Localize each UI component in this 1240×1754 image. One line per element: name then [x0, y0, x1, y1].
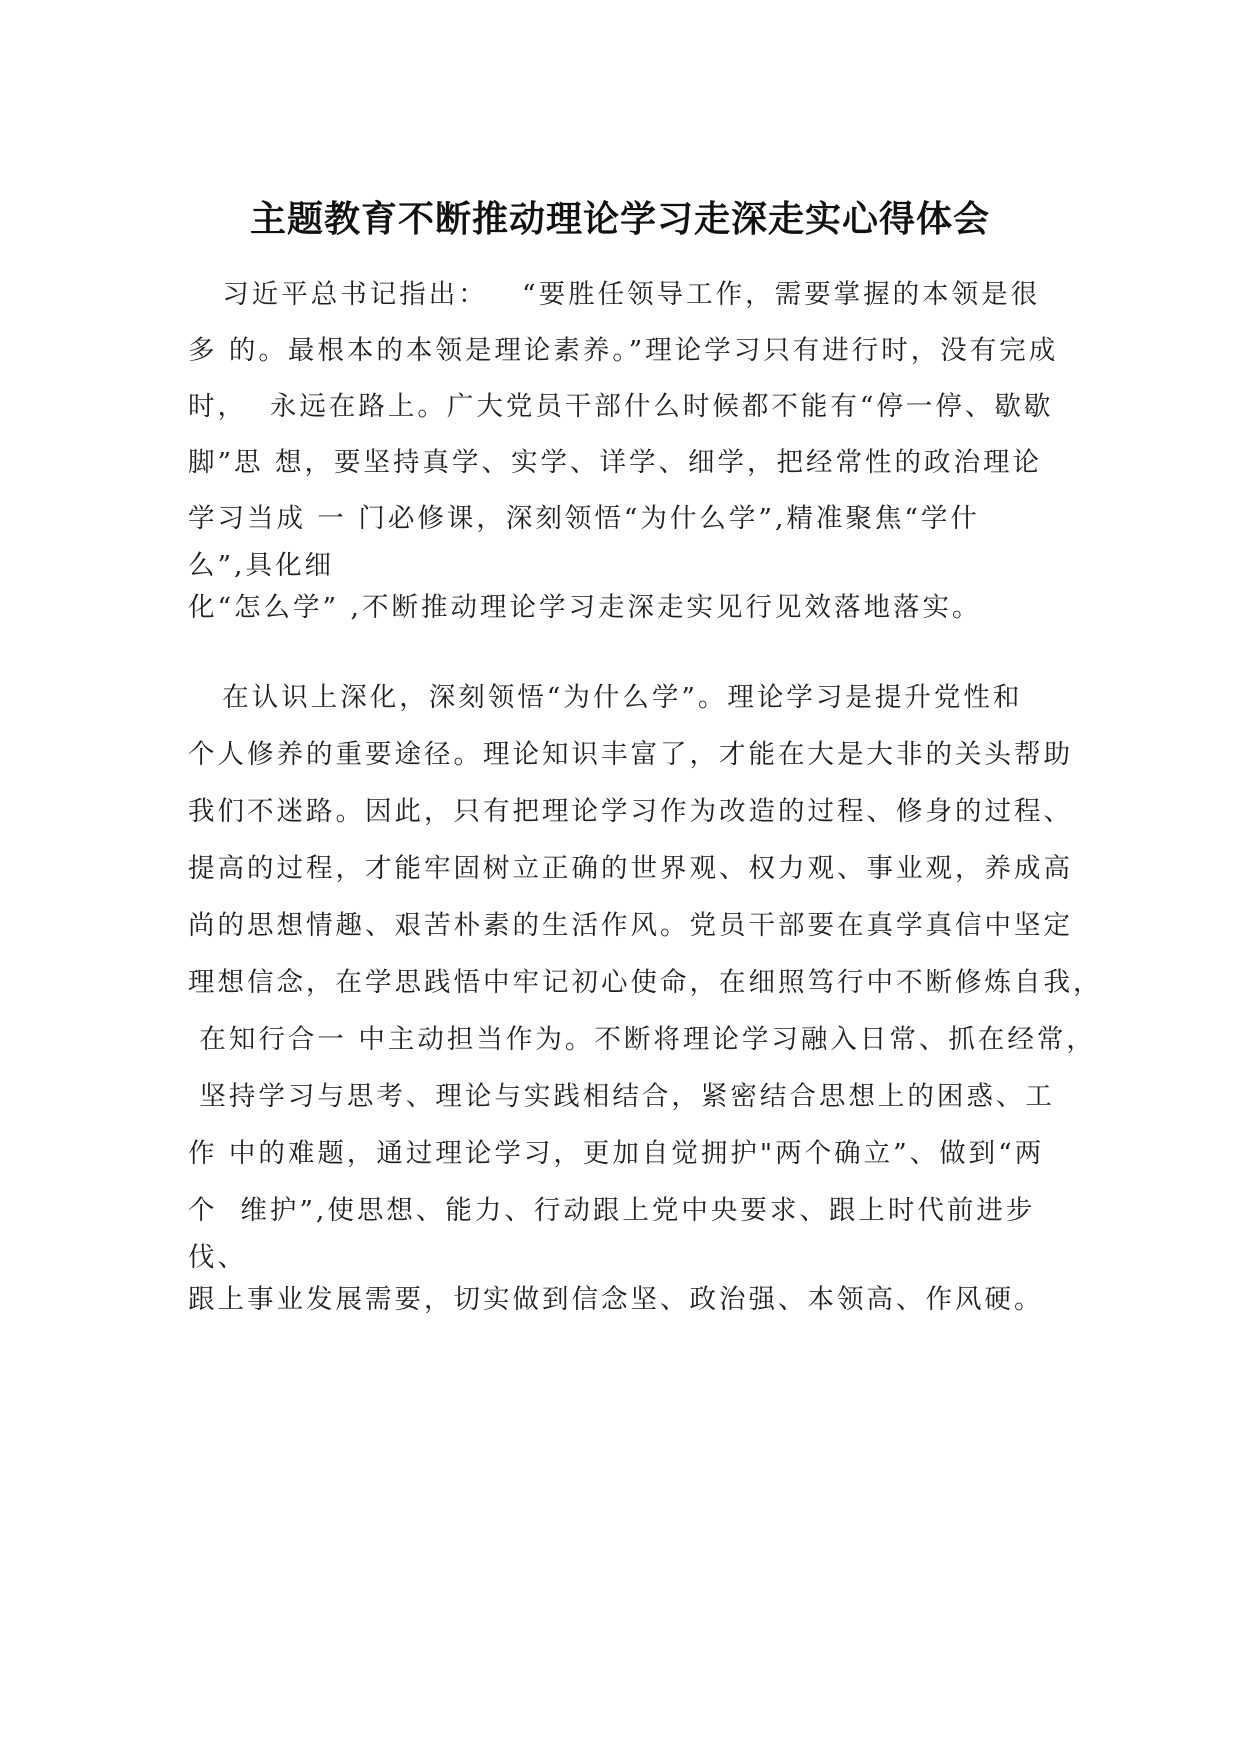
paragraph-line: 作 中的难题，通过理论学习，更加自觉拥护"两个确立”、做到“两 [188, 1138, 1045, 1169]
paragraph-line: 么”,具化细 [188, 550, 334, 581]
paragraph-line: 时， 永远在路上。广大党员干部什么时候都不能有“停一停、歇歇 [188, 391, 1054, 422]
paragraph-line: 理想信念，在学思践悟中牢记初心使命，在细照笃行中不断修炼自我， [188, 967, 1103, 998]
paragraph-line: 提高的过程，才能牢固树立正确的世界观、权力观、事业观，养成高 [188, 853, 1073, 884]
paragraph-line: 我们不迷路。因此，只有把理论学习作为改造的过程、修身的过程、 [188, 796, 1073, 827]
paragraph-line: 在知行合一 中主动担当作为。不断将理论学习融入日常、抓在经常， [188, 1024, 1096, 1055]
paragraph-line: 个 维护”,使思想、能力、行动跟上党中央要求、跟上时代前进步 [188, 1195, 1036, 1226]
paragraph-line: 伐、 [188, 1242, 247, 1273]
paragraph-line: 尚的思想情趣、艰苦朴素的生活作风。党员干部要在真学真信中坚定 [188, 910, 1073, 941]
paragraph-line: 化“怎么学” ,不断推动理论学习走深走实见行见效落地落实。 [188, 592, 982, 623]
document-title: 主题教育不断推动理论学习走深走实心得体会 [249, 199, 990, 240]
paragraph-line: 习近平总书记指出： “要胜任领导工作，需要掌握的本领是很 [188, 279, 1041, 310]
paragraph-line: 脚”思 想，要坚持真学、实学、详学、细学，把经常性的政治理论 [188, 447, 1042, 478]
paragraph-line: 多 的。最根本的本领是理论素养。”理论学习只有进行时，没有完成 [188, 335, 1059, 366]
paragraph-line: 在认识上深化，深刻领悟“为什么学”。理论学习是提升党性和 [188, 682, 1023, 713]
paragraph-line: 学习当成 一 门必修课，深刻领悟“为什么学”,精准聚焦“学什 [188, 503, 980, 534]
paragraph-line: 坚持学习与思考、理论与实践相结合，紧密结合思想上的困惑、工 [188, 1081, 1055, 1112]
paragraph-line: 个人修养的重要途径。理论知识丰富了，才能在大是大非的关头帮助 [188, 739, 1073, 770]
paragraph-line: 跟上事业发展需要，切实做到信念坚、政治强、本领高、作风硬。 [188, 1284, 1044, 1315]
